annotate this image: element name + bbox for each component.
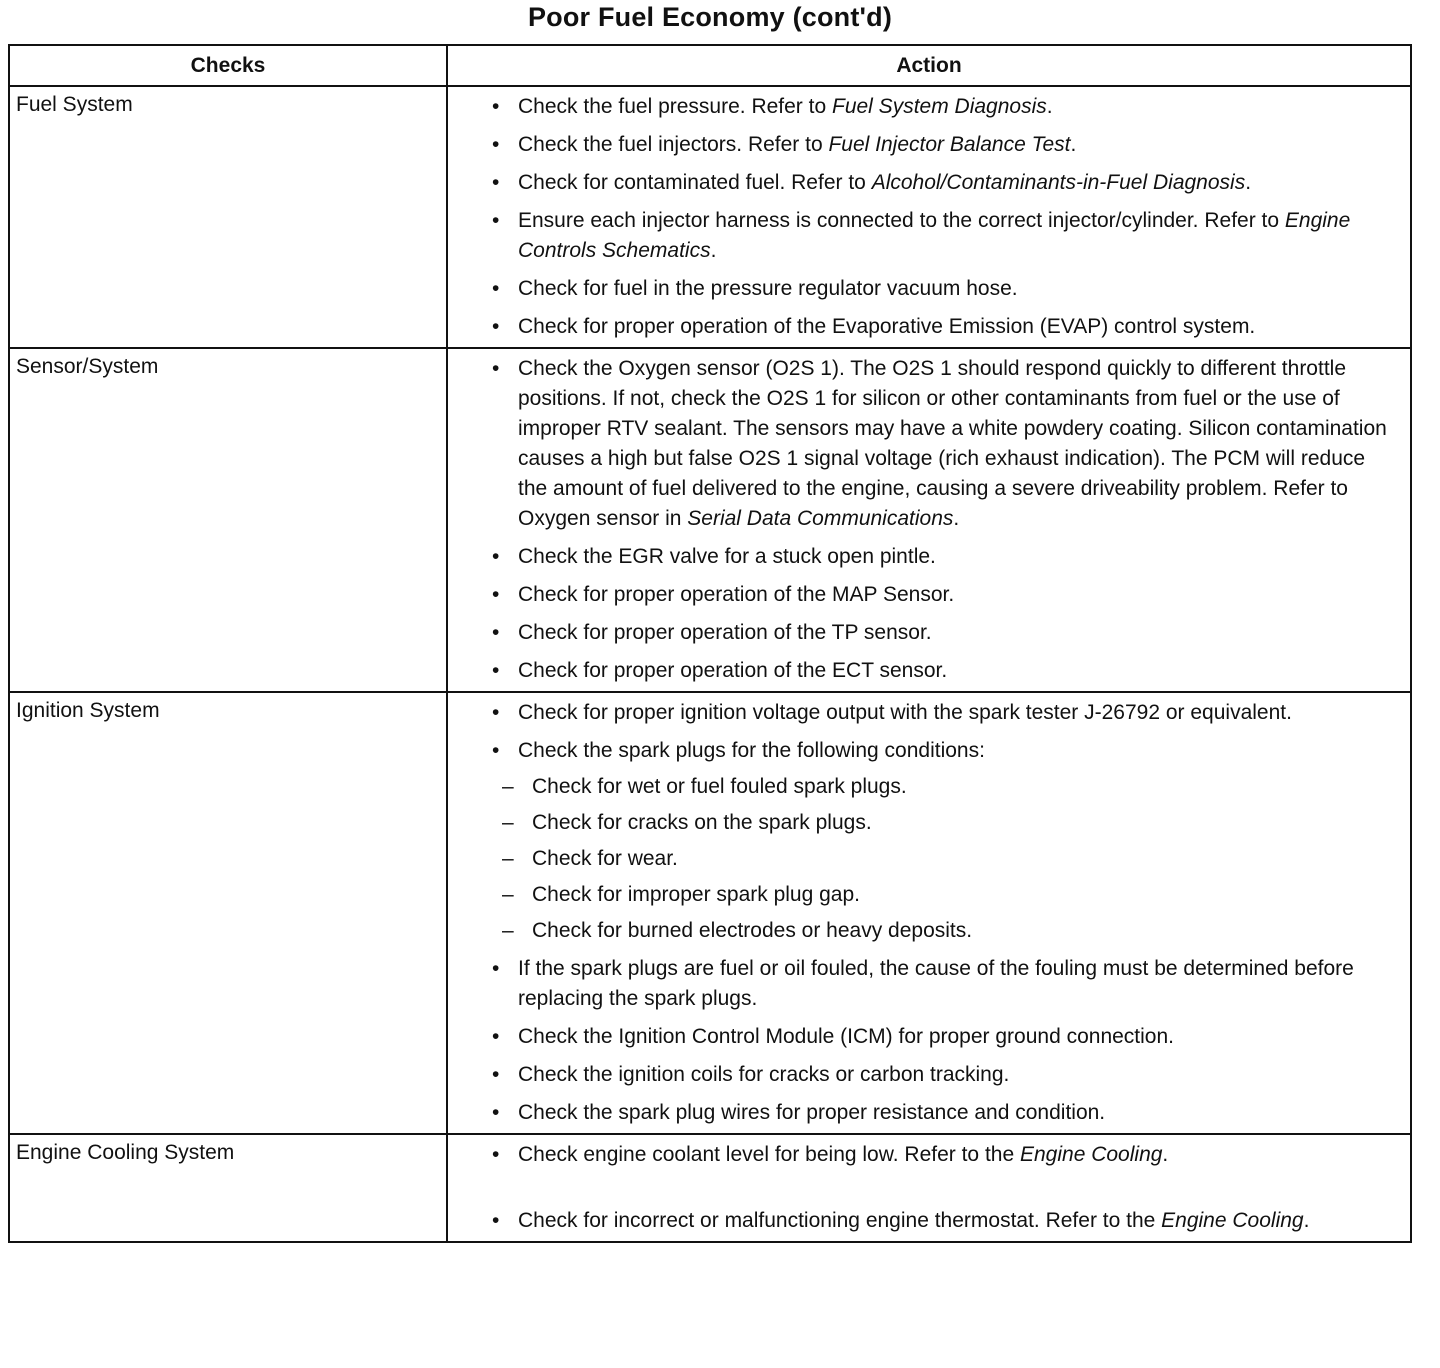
list-item: • Check for incorrect or malfunctioning engine thermostat. Refer to the Engine Cooling. [488, 1206, 1396, 1236]
reference-link: Engine Cooling [1019, 1143, 1163, 1166]
table-row [9, 348, 1411, 692]
table-header-row [9, 45, 1411, 86]
table-row [9, 692, 1411, 1134]
list-item: • Check the spark plug wires for proper resistance and condition. [488, 1098, 1396, 1128]
bullet-icon: • [492, 95, 500, 118]
table-row [9, 1134, 1411, 1242]
check-cell: Fuel System [9, 86, 447, 348]
column-header-checks: Checks [9, 45, 447, 86]
dash-icon: – [502, 775, 514, 798]
bullet-icon: • [492, 209, 500, 232]
sub-list-item: – Check for burned electrodes or heavy deposits. [488, 916, 1396, 946]
list-item: • Check for proper operation of the TP sensor. [488, 618, 1396, 648]
action-cell [447, 1134, 1411, 1242]
bullet-icon: • [492, 583, 500, 606]
action-cell [447, 692, 1411, 1134]
list-item: • Check engine coolant level for being low. Refer to the Engine Cooling. [488, 1140, 1396, 1170]
list-item: • Check for proper operation of the ECT sensor. [488, 656, 1396, 686]
list-item: • Check the EGR valve for a stuck open pintle. [488, 542, 1396, 572]
bullet-icon: • [492, 957, 500, 980]
sub-list-item: – Check for wet or fuel fouled spark plugs. [488, 772, 1396, 802]
bullet-icon: • [492, 1143, 500, 1166]
bullet-icon: • [492, 1101, 500, 1124]
bullet-icon: • [492, 315, 500, 338]
list-item: • If the spark plugs are fuel or oil fouled, the cause of the fouling must be determined before replacing the spark plugs. [488, 954, 1396, 1014]
page-title: Poor Fuel Economy (cont'd) [527, 2, 893, 32]
bullet-icon: • [492, 701, 500, 724]
table-row [9, 86, 1411, 348]
list-item: • Check the fuel pressure. Refer to Fuel System Diagnosis. [488, 92, 1396, 122]
reference-link: Serial Data Communications [687, 507, 954, 530]
reference-link: Fuel Injector Balance Test [828, 133, 1071, 156]
bullet-icon: • [492, 659, 500, 682]
column-header-action: Action [447, 45, 1411, 86]
bullet-icon: • [492, 1063, 500, 1086]
bullet-icon: • [492, 171, 500, 194]
sub-list-item: – Check for cracks on the spark plugs. [488, 808, 1396, 838]
bullet-icon: • [492, 545, 500, 568]
reference-link: Engine Controls Schematics [518, 209, 1351, 262]
list-item: • Check for proper operation of the Evaporative Emission (EVAP) control system. [488, 312, 1396, 342]
reference-link: Fuel System Diagnosis [832, 95, 1047, 118]
dash-icon: – [502, 883, 514, 906]
sub-list-item: – Check for improper spark plug gap. [488, 880, 1396, 910]
action-cell [447, 348, 1411, 692]
reference-link: Alcohol/Contaminants-in-Fuel Diagnosis [871, 171, 1246, 194]
diagnostic-table [8, 44, 1412, 1243]
bullet-icon: • [492, 1025, 500, 1048]
bullet-icon: • [492, 739, 500, 762]
list-item: • Check for contaminated fuel. Refer to Alcohol/Contaminants-in-Fuel Diagnosis. [488, 168, 1396, 198]
list-item: • Check the spark plugs for the following conditions: [488, 736, 1396, 766]
list-item: • Check the Ignition Control Module (ICM) for proper ground connection. [488, 1022, 1396, 1052]
list-item: • Check for fuel in the pressure regulator vacuum hose. [488, 274, 1396, 304]
spacer [488, 1178, 1396, 1206]
reference-link: Engine Cooling [1161, 1209, 1304, 1232]
sub-list-item: – Check for wear. [488, 844, 1396, 874]
check-cell: Engine Cooling System [9, 1134, 447, 1242]
check-cell: Sensor/System [9, 348, 447, 692]
bullet-icon: • [492, 357, 500, 380]
bullet-icon: • [492, 133, 500, 156]
list-item: • Check the ignition coils for cracks or carbon tracking. [488, 1060, 1396, 1090]
check-cell: Ignition System [9, 692, 447, 1134]
bullet-icon: • [492, 1209, 500, 1232]
dash-icon: – [502, 811, 514, 834]
list-item: • Check for proper ignition voltage output with the spark tester J-26792 or equivalent. [488, 698, 1396, 728]
dash-icon: – [502, 847, 514, 870]
list-item: • Check for proper operation of the MAP Sensor. [488, 580, 1396, 610]
list-item: • Check the fuel injectors. Refer to Fuel Injector Balance Test. [488, 130, 1396, 160]
list-item: • Ensure each injector harness is connected to the correct injector/cylinder. Refer to Engine Controls Schematics. [488, 206, 1396, 266]
list-item: • Check the Oxygen sensor (O2S 1). The O2S 1 should respond quickly to different throttle positions. If not, check the O2S 1 for silicon or other contaminants from fuel or the use of improper RTV sealant. The sensors may have a white powdery coating. Silicon contamination causes a high but false O2S 1 signal voltage (rich exhaust indication). The PCM will reduce the amount of fuel delivered to the engine, causing a severe driveability problem. Refer to Oxygen sensor in Serial Data Communications. [488, 354, 1396, 534]
bullet-icon: • [492, 621, 500, 644]
action-cell [447, 86, 1411, 348]
dash-icon: – [502, 919, 514, 942]
bullet-icon: • [492, 277, 500, 300]
